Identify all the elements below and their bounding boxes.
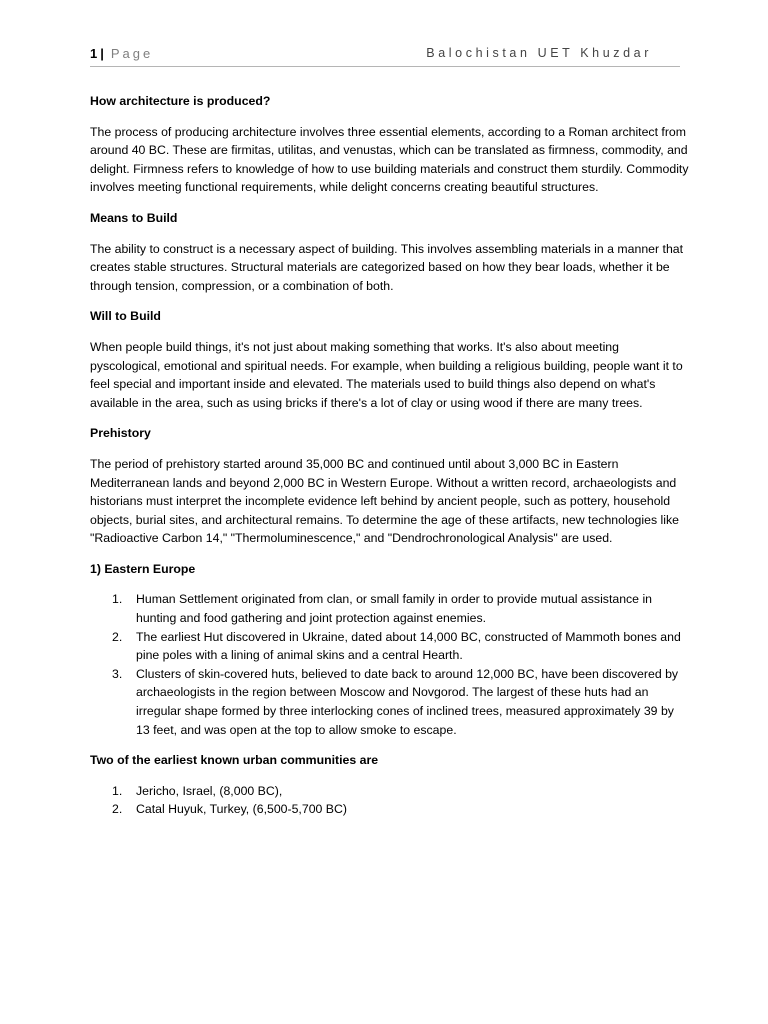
section-heading-prehistory: Prehistory: [90, 426, 151, 441]
list-item-text: Catal Huyuk, Turkey, (6,500-5,700 BC): [136, 802, 347, 817]
list-item: [90, 782, 690, 801]
section-heading-architecture: How architecture is produced?: [90, 94, 271, 108]
institution-name: Balochistan UET Khuzdar: [426, 46, 652, 60]
list-number: 2.: [112, 629, 123, 644]
paragraph-means: The ability to construct is a necessary aspect of building. This involves assembling materials in a manner that creates stable structures. Structural materials are categorized based on how they bear loads, whether it be through tension, compression, or a combination of both.: [90, 241, 684, 293]
section-heading-eastern-europe: 1) Eastern Europe: [90, 561, 196, 576]
paragraph-architecture: The process of producing architecture involves three essential elements, according to a Roman architect from around 40 BC. These are firmitas, utilitas, and venustas, which can be translated as firmness, commodity, and delight. Firmness refers to knowledge of how to use building materials and construct them sturdily. Commodity involves meeting functional requirements, while delight concerns creating beautiful structures.: [90, 124, 689, 195]
page-indicator: [90, 46, 153, 61]
list-item-text: Human Settlement originated from clan, or small family in order to provide mutual assistance in hunting and food gathering and joint protection against enemies.: [136, 592, 653, 626]
page-number: 1: [90, 46, 99, 61]
section-heading-will: Will to Build: [90, 309, 161, 324]
header-separator: |: [100, 46, 105, 61]
list-number: 1.: [112, 592, 123, 607]
section-heading-means: Means to Build: [90, 210, 178, 225]
section-heading-urban: Two of the earliest known urban communities are: [90, 753, 379, 768]
document-body: [90, 92, 690, 819]
list-item-text: Clusters of skin-covered huts, believed to date back to around 12,000 BC, have been discovered by archaeologists in the region between Moscow and Novgorod. The largest of these huts had an irregular shape formed by three interlocking cones of inclined trees, measured approximately 39 by 13 feet, and was open at the top to allow smoke to escape.: [136, 666, 679, 737]
list-number: 3.: [112, 666, 123, 681]
list-urban-communities: [90, 782, 690, 819]
list-item: [90, 590, 690, 627]
page-word: Page: [110, 46, 154, 61]
list-number: 1.: [112, 783, 123, 798]
list-item-text: Jericho, Israel, (8,000 BC),: [136, 783, 283, 798]
paragraph-prehistory: The period of prehistory started around 35,000 BC and continued until about 3,000 BC in Eastern Mediterranean lands and beyond 2,000 BC in Western Europe. Without a written record, archaeologists and historians must interpret the incomplete evidence left behind by ancient people, such as pottery, household objects, burial sites, and architectural remains. To determine the age of these artifacts, new technologies like "Radioactive Carbon 14," "Thermoluminescence," and "Dendrochronological Analysis" are used.: [90, 456, 679, 546]
list-item-text: The earliest Hut discovered in Ukraine, dated about 14,000 BC, constructed of Mammoth bones and pine poles with a lining of animal skins and a central Hearth.: [136, 629, 681, 663]
page-header: [90, 44, 680, 67]
list-number: 2.: [112, 802, 123, 817]
list-eastern-europe: [90, 590, 690, 739]
list-item: [90, 800, 690, 819]
list-item: [90, 665, 690, 739]
list-item: [90, 628, 690, 665]
paragraph-will: When people build things, it's not just about making something that works. It's also about meeting pyscological, emotional and spiritual needs. For example, when building a religious building, people want it to feel special and important inside and elevated. The materials used to build things also depend on what's available in the area, such as using bricks if there's a lot of clay or using wood if there are many trees.: [90, 339, 683, 410]
